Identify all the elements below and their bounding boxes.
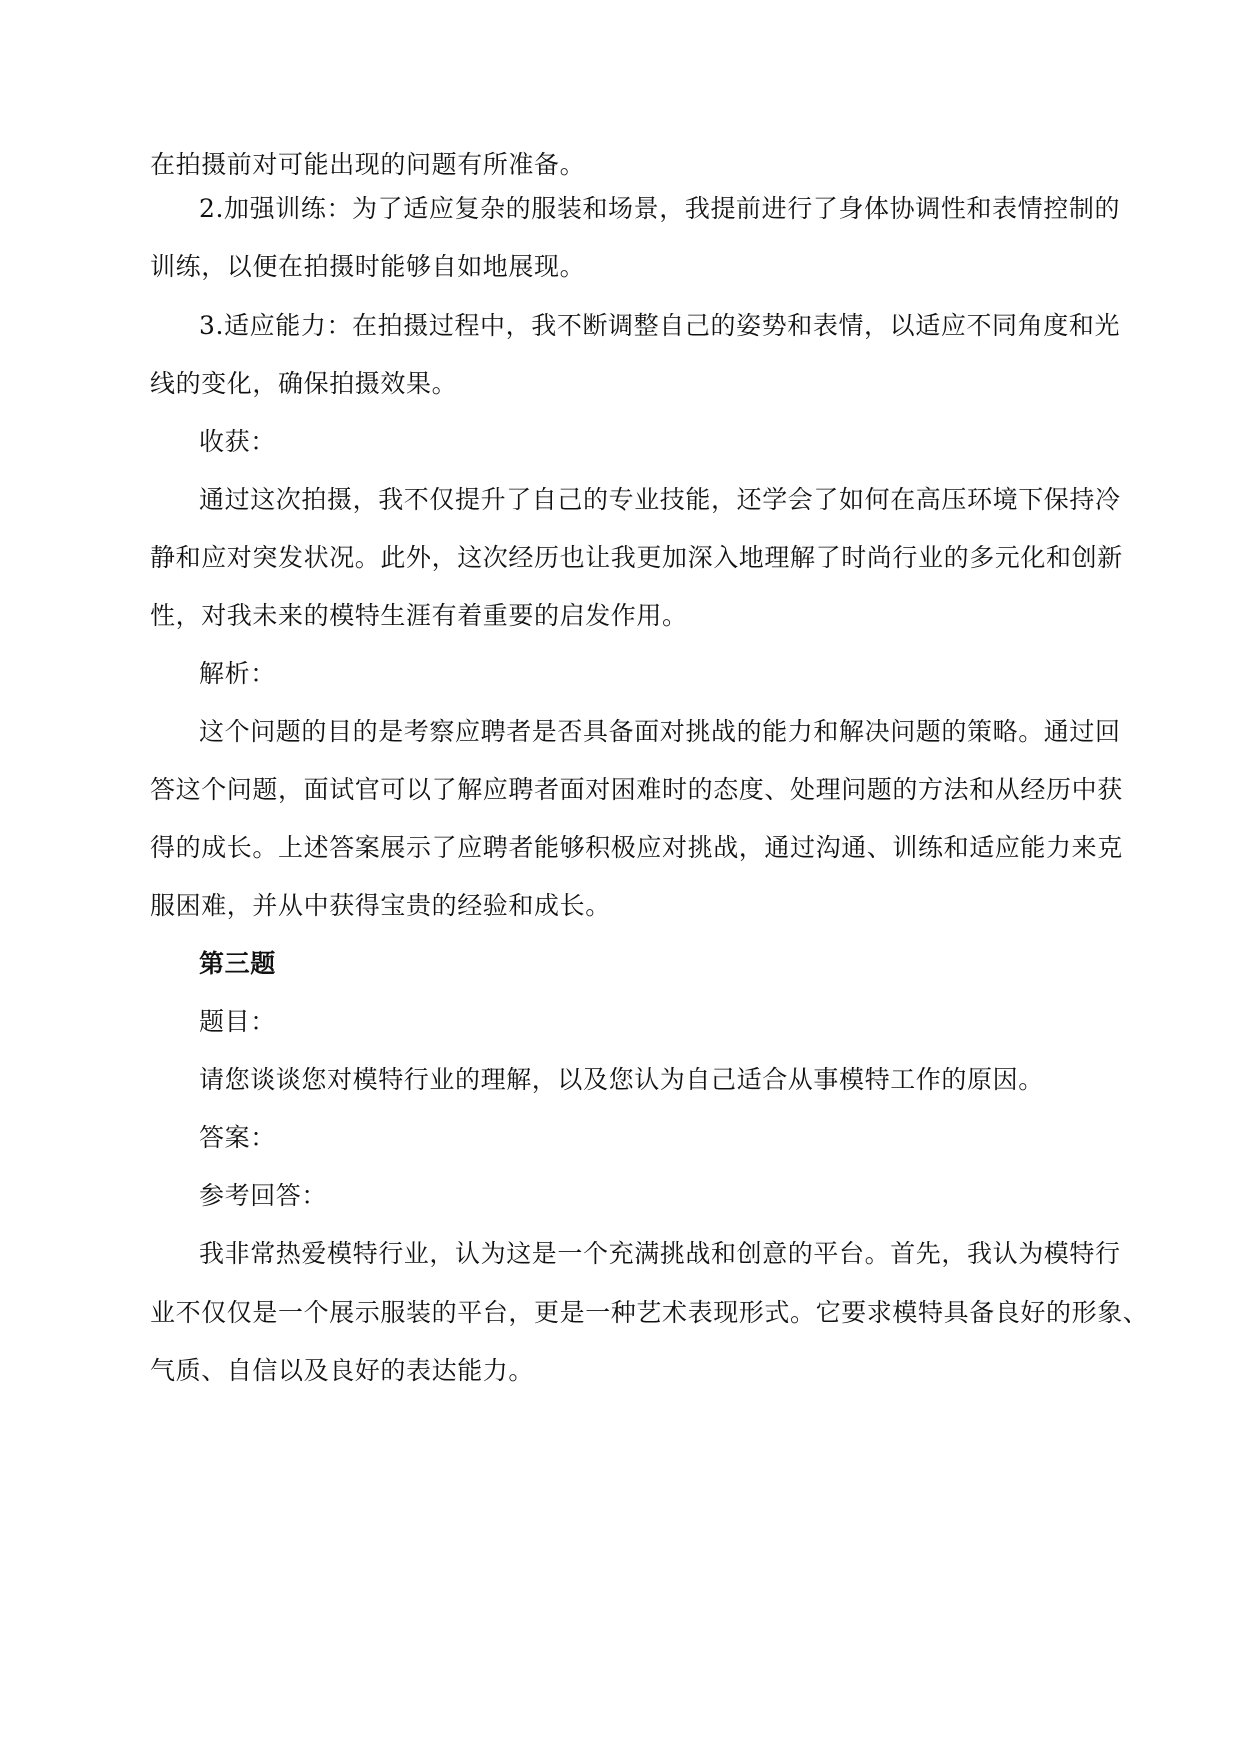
question-label: 题目： bbox=[199, 1007, 276, 1036]
paragraph-line: 性，对我未来的模特生涯有着重要的启发作用。 bbox=[150, 601, 688, 630]
paragraph-line: 业不仅仅是一个展示服装的平台，更是一种艺术表现形式。它要求模特具备良好的形象、 bbox=[150, 1298, 1149, 1327]
paragraph-line: 2.加强训练：为了适应复杂的服装和场景，我提前进行了身体协调性和表情控制的 bbox=[199, 194, 1121, 223]
paragraph-line: 我非常热爱模特行业，认为这是一个充满挑战和创意的平台。首先，我认为模特行 bbox=[199, 1239, 1121, 1268]
paragraph-line: 得的成长。上述答案展示了应聘者能够积极应对挑战，通过沟通、训练和适应能力来克 bbox=[150, 833, 1123, 862]
paragraph-line: 气质、自信以及良好的表达能力。 bbox=[150, 1356, 535, 1385]
paragraph-line: 答这个问题，面试官可以了解应聘者面对困难时的态度、处理问题的方法和从经历中获 bbox=[150, 775, 1123, 804]
analysis-label: 解析： bbox=[199, 659, 276, 688]
paragraph-line: 通过这次拍摄，我不仅提升了自己的专业技能，还学会了如何在高压环境下保持冷 bbox=[199, 485, 1121, 514]
paragraph-line: 线的变化，确保拍摄效果。 bbox=[150, 369, 458, 398]
answer-label: 答案： bbox=[199, 1123, 276, 1152]
section-title: 第三题 bbox=[199, 949, 276, 978]
paragraph-line: 静和应对突发状况。此外，这次经历也让我更加深入地理解了时尚行业的多元化和创新 bbox=[150, 543, 1123, 572]
harvest-label: 收获： bbox=[199, 427, 276, 456]
paragraph-line: 服困难，并从中获得宝贵的经验和成长。 bbox=[150, 891, 611, 920]
question-text: 请您谈谈您对模特行业的理解，以及您认为自己适合从事模特工作的原因。 bbox=[199, 1065, 1044, 1094]
paragraph-line: 这个问题的目的是考察应聘者是否具备面对挑战的能力和解决问题的策略。通过回 bbox=[199, 717, 1121, 746]
paragraph-line: 3.适应能力：在拍摄过程中，我不断调整自己的姿势和表情，以适应不同角度和光 bbox=[199, 311, 1121, 340]
paragraph-line: 训练，以便在拍摄时能够自如地展现。 bbox=[150, 252, 586, 281]
reference-label: 参考回答： bbox=[199, 1181, 328, 1210]
paragraph-line: 在拍摄前对可能出现的问题有所准备。 bbox=[150, 150, 586, 179]
